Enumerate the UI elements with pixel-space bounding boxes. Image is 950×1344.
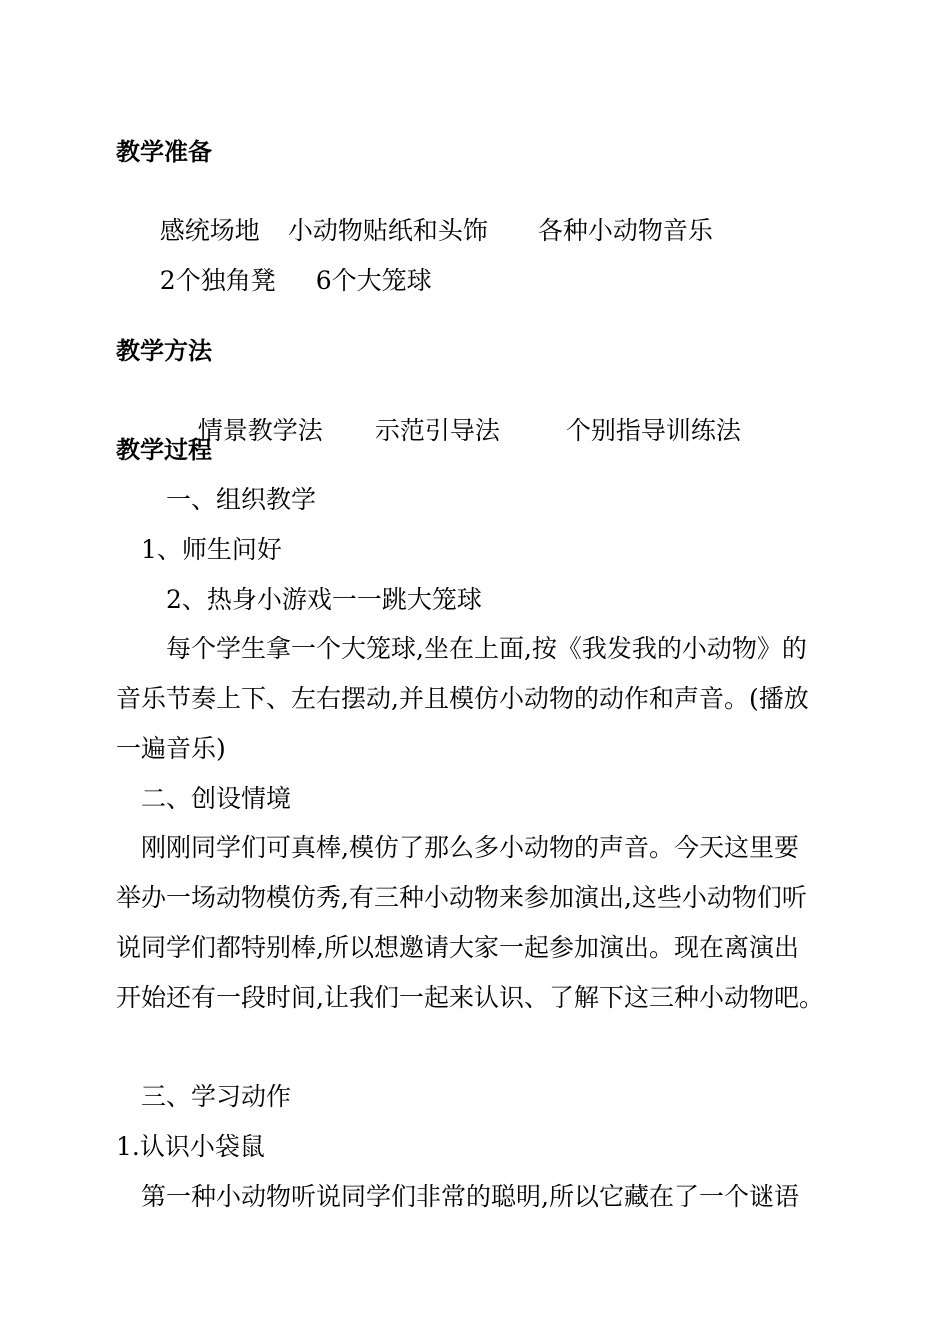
prep-item: 各种小动物音乐 (537, 216, 713, 245)
method-item: 情景教学法 (197, 416, 323, 445)
paragraph-line: 开始还有一段时间,让我们一起来认识、了解下这三种小动物吧。 (116, 983, 824, 1012)
paragraph-line: 第一种小动物听说同学们非常的聪明,所以它藏在了一个谜语 (141, 1182, 799, 1211)
method-items (166, 386, 741, 476)
paragraph-line: 音乐节奏上下、左右摆动,并且模仿小动物的动作和声音。(播放 (116, 684, 809, 713)
paragraph-line: 说同学们都特别棒,所以想邀请大家一起参加演出。现在离演出 (116, 933, 799, 962)
list-item: 1.认识小袋鼠 (116, 1132, 265, 1161)
list-item: 2、热身小游戏一一跳大笼球 (166, 585, 482, 614)
prep-item: 感统场地 (159, 216, 260, 245)
prep-item: 6个大笼球 (315, 266, 432, 295)
paragraph-line: 一遍音乐) (116, 734, 226, 763)
paragraph-line: 刚刚同学们可真棒,模仿了那么多小动物的声音。今天这里要 (141, 833, 799, 862)
section-title: 三、学习动作 (141, 1082, 292, 1111)
section-title: 一、组织教学 (166, 485, 317, 514)
section-title: 二、创设情境 (141, 784, 292, 813)
paragraph-line: 举办一场动物模仿秀,有三种小动物来参加演出,这些小动物们听 (116, 883, 807, 912)
prep-heading: 教学准备 (116, 138, 212, 166)
prep-item: 小动物贴纸和头饰 (287, 216, 488, 245)
method-item: 个别指导训练法 (565, 416, 741, 445)
process-heading: 教学过程 (116, 436, 212, 464)
method-item: 示范引导法 (374, 416, 500, 445)
method-heading: 教学方法 (116, 337, 212, 365)
list-item: 1、师生问好 (141, 535, 282, 564)
prep-item: 2个独角凳 (159, 266, 276, 295)
paragraph-line: 每个学生拿一个大笼球,坐在上面,按《我发我的小动物》的 (166, 634, 807, 663)
prep-items-row2 (128, 236, 432, 326)
